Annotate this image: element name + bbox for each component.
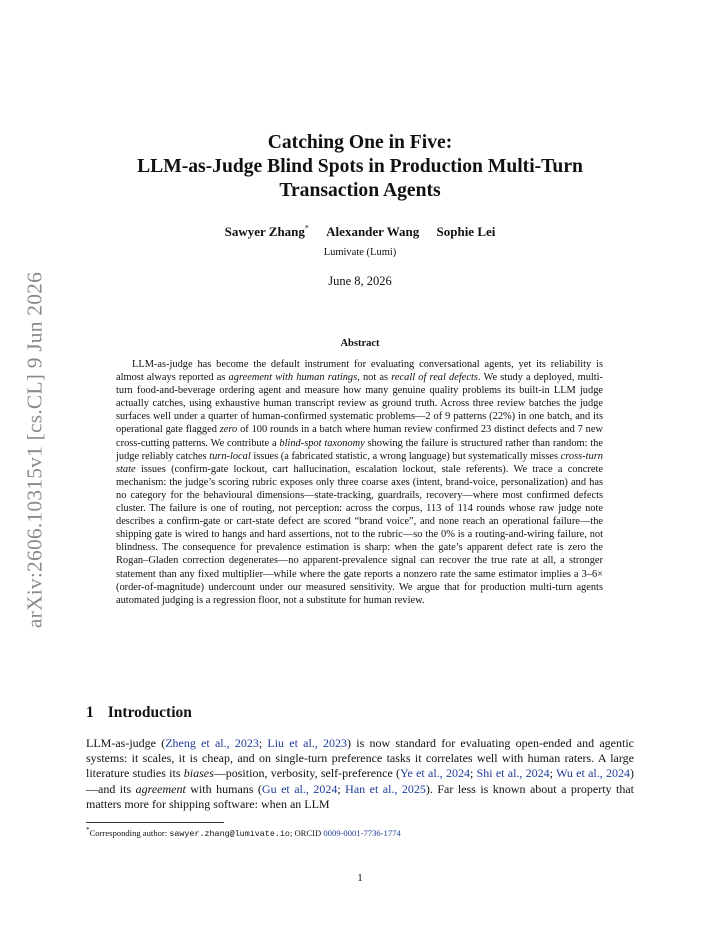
introduction-paragraph: LLM-as-judge (Zheng et al., 2023; Liu et al., 2023) is now standard for evaluating open-ended and agentic systems: it scales, it is cheap, and on single-turn preference tasks it correlates well with human raters. A large literature studies its biases—position, verbosity, self-preference (Ye et al., 2024; Shi et al., 2024; Wu et al., 2024)—and its agreement with humans (Gu et al., 2024; Han et al., 2025). Far less is known about a property that matters more for shipping software: when an LLM [86, 736, 635, 811]
title-line: Catching One in Five: [267, 132, 453, 153]
arxiv-side-stamp [10, 250, 60, 650]
section-number: 1 [86, 704, 94, 721]
section-title: Introduction [107, 704, 192, 721]
author: Sawyer Zhang* [224, 224, 309, 240]
paper-date: June 8, 2026 [328, 274, 392, 288]
author: Sophie Lei [436, 224, 496, 240]
abstract-heading: Abstract [340, 338, 380, 349]
citation-link[interactable]: Shi et al., 2024 [476, 766, 550, 781]
section-heading-introduction [86, 704, 192, 722]
author: Alexander Wang [326, 224, 420, 240]
author-email[interactable]: sawyer.zhang@lumivate.io [169, 828, 290, 839]
arxiv-identifier: arXiv:2606.10315v1 [cs.CL] 9 Jun 2026 [22, 271, 47, 629]
footnote: *Corresponding author: sawyer.zhang@lumivate.io; ORCID 0009-0001-7736-1774 [86, 826, 401, 839]
title-line: LLM-as-Judge Blind Spots in Production Multi-Turn [137, 156, 583, 177]
orcid-link[interactable]: 0009-0001-7736-1774 [323, 827, 401, 838]
footnote-mark: * [86, 826, 90, 834]
abstract-body: LLM-as-judge has become the default instrument for evaluating conversational agents, yet its reliability is almost always reported as agreement with human ratings, not as recall of real defects. We study a deployed, multi-turn food-and-beverage ordering agent and measure how many genuine quality problems its built-in LLM judge actually catches, using exhaustive human transcript review as ground truth. Across three review batches the judge surfaces well under a quarter of human-confirmed systematic problems—2 of 9 patterns (22%) in one batch, and its operational gate flagged zero of 100 rounds in a batch where human review confirmed 23 distinct defects and 7 new cross-cutting patterns. We contribute a blind-spot taxonomy showing the failure is structured rather than random: the judge reliably catches turn-local issues (a fabricated statistic, a wrong language) but systematically misses cross-turn state issues (confirm-gate lockout, cart hallucination, escalation lockout, stale referents). We trace a concrete mechanism: the judge’s scoring rubric exposes only three coarse axes (intent, brand-voice, personalization) and has no category for the behavioural dimensions—state-tracking, guardrails, recovery—where most confirmed defects cluster. The failure is one of routing, not perception: across the corpus, 113 of 114 rounds whose raw judge note describes a confirm-gate or cart-state defect are scored “brand voice”, and none reach an operational failure—the shipping gate is wired to hangs and hard assertions, not to the rubric—so the 0% is a routing-and-wiring failure, not blindness. The consequence for prevalence estimation is sharp: when the gate’s apparent defect rate is zero the Rogan–Gladen correction degenerates—no apparent-prevalence signal can recover the true rate at all, a stronger statement than any fixed multiplier—while where the gate reports a nonzero rate the same estimator implies a 3–6× (order-of-magnitude) undercount under our measured sensitivity. We argue that for production multi-turn agents automated judging is a regression floor, not a substitute for human review. [116, 359, 604, 606]
page-number: 1 [357, 872, 363, 884]
paper-title [60, 131, 660, 203]
citation-link[interactable]: Liu et al., 2023 [267, 736, 348, 750]
citation-link[interactable]: Gu et al., 2024 [261, 781, 338, 796]
author-list [60, 224, 660, 240]
corresponding-mark: * [304, 224, 309, 233]
affiliation: Lumivate (Lumi) [323, 247, 397, 258]
citation-link[interactable]: Zheng et al., 2023 [165, 736, 259, 750]
citation-link[interactable]: Han et al., 2025 [345, 781, 426, 796]
citation-link[interactable]: Ye et al., 2024 [400, 766, 470, 781]
citation-link[interactable]: Wu et al., 2024 [556, 766, 631, 781]
footnote-rule [86, 822, 224, 823]
title-line: Transaction Agents [279, 180, 441, 201]
